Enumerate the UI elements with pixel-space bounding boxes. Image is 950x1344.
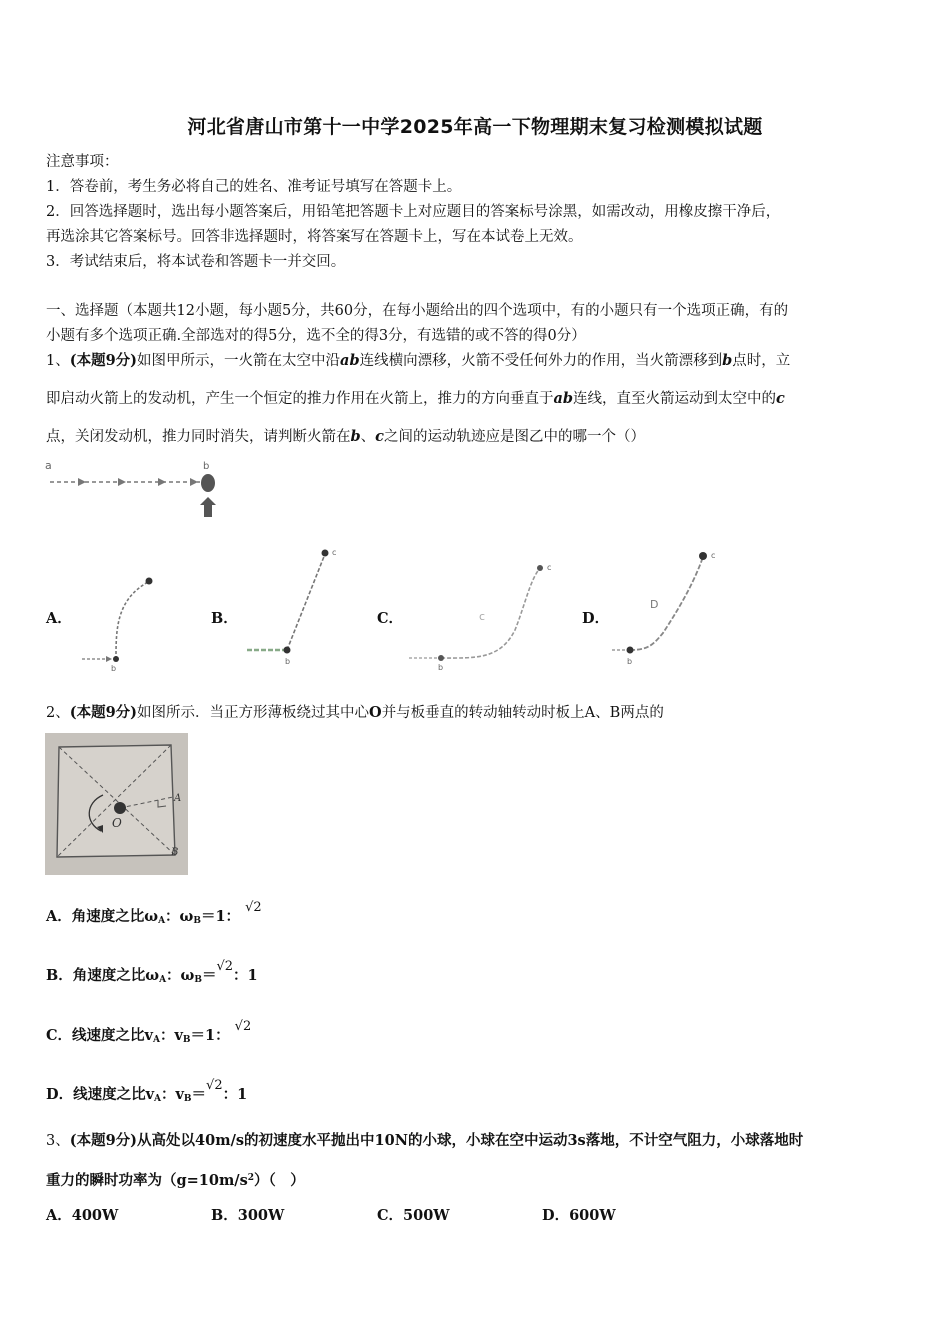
- label-a: a: [45, 459, 52, 472]
- label-b: b: [438, 663, 444, 672]
- option-text: ：v: [160, 1086, 184, 1103]
- subscript: B: [182, 1035, 191, 1045]
- q2-o: O: [369, 704, 382, 721]
- trajectory: [441, 568, 540, 658]
- label-c: c: [711, 551, 716, 560]
- option-text: ＝1：: [190, 1027, 230, 1044]
- point-b: [113, 656, 119, 662]
- subscript: B: [183, 1094, 192, 1104]
- q1-b: b: [350, 428, 361, 445]
- q3-points: (本题9分): [69, 1132, 138, 1149]
- subscript: A: [154, 1094, 161, 1104]
- center-o: [114, 802, 126, 814]
- notice-item-2-cont: 再选涂其它答案标号。回答非选择题时，将答案写在答题卡上，写在本试卷上无效。: [46, 229, 583, 245]
- sqrt2: √2: [234, 1019, 252, 1034]
- q1-option-a[interactable]: A．: [46, 610, 72, 627]
- option-text: ＝1：: [200, 908, 241, 925]
- q1-option-c-figure: [405, 560, 555, 670]
- label-b: B: [171, 847, 179, 858]
- curve-label: D: [650, 598, 659, 611]
- thrust-arrow-icon: [200, 497, 216, 517]
- q2-option-c[interactable]: [46, 1019, 252, 1050]
- q3-option-c[interactable]: C．500W: [377, 1207, 450, 1224]
- q1-figure-drift: [40, 455, 240, 525]
- option-text: ：ω: [166, 967, 195, 984]
- q1-line1: [46, 351, 790, 371]
- q2-option-a[interactable]: [46, 900, 262, 931]
- option-text: ：1: [222, 1086, 248, 1103]
- point-c: [322, 550, 329, 557]
- notice-item-2: 2．回答选择题时，选出每小题答案后，用铅笔把答题卡上对应题目的答案标号涂黑，如需改动，用橡皮擦干净后，: [46, 204, 781, 220]
- q1-text: 点时，立: [732, 353, 791, 369]
- q1-option-d[interactable]: D．: [582, 610, 610, 627]
- q1-text: 即启动火箭上的发动机，产生一个恒定的推力作用在火箭上，推力的方向垂直于: [46, 391, 554, 407]
- option-text: ＝: [201, 967, 217, 984]
- q1-b: b: [722, 352, 733, 369]
- q1-c: c: [375, 428, 384, 445]
- label-c: c: [547, 563, 552, 572]
- label-o: O: [112, 816, 122, 830]
- curve-label: c: [479, 610, 486, 623]
- option-text: A．角速度之比ω: [46, 908, 159, 925]
- q1-ab: ab: [340, 352, 360, 369]
- q1-line2: [46, 389, 785, 409]
- q2-stem: [46, 703, 664, 723]
- q3-line2: [46, 1168, 305, 1191]
- sqrt2: √2: [216, 959, 234, 974]
- q3-option-d[interactable]: D．600W: [542, 1207, 616, 1224]
- q2-points: (本题9分): [69, 704, 138, 721]
- label-c: c: [332, 548, 337, 557]
- q1-text: 连线横向漂移，火箭不受任何外力的作用，当火箭漂移到: [359, 353, 723, 369]
- option-text: ：ω: [165, 908, 194, 925]
- notice-item-3: 3．考试结束后，将本试卷和答题卡一并交回。: [46, 254, 346, 270]
- q1-text: 连线，直至火箭运动到太空中的: [573, 391, 777, 407]
- q1-option-a-figure: [78, 570, 168, 675]
- sqrt2: √2: [206, 1078, 223, 1093]
- trajectory: [287, 554, 325, 650]
- option-text: ：v: [159, 1027, 183, 1044]
- q1-text: 如图甲所示，一火箭在太空中沿: [137, 353, 341, 369]
- q3-option-b[interactable]: B．300W: [211, 1207, 285, 1224]
- page-title: 河北省唐山市第十一中学2025年高一下物理期末复习检测模拟试题: [187, 116, 763, 138]
- label-b: b: [111, 664, 117, 673]
- section-heading-line2: 小题有多个选项正确.全部选对的得5分，选不全的得3分，有选错的或不答的得0分）: [46, 328, 586, 344]
- q2-text: 如图所示．当正方形薄板绕过其中心: [137, 705, 370, 721]
- q1-line3: [46, 427, 645, 447]
- option-text: D．线速度之比v: [46, 1086, 154, 1103]
- q1-text: 、: [360, 429, 376, 445]
- point-b: [627, 647, 634, 654]
- q3-text: 重力的瞬时功率为（g=10m/s: [46, 1172, 248, 1189]
- option-text: ＝: [191, 1086, 207, 1103]
- subscript: A: [152, 1035, 160, 1045]
- option-text: C．线速度之比v: [46, 1027, 153, 1044]
- q2-text: 并与板垂直的转动轴转动时板上A、B两点的: [381, 705, 664, 721]
- subscript: A: [158, 916, 166, 926]
- q2-option-b[interactable]: [46, 959, 258, 990]
- q3-option-a[interactable]: A．400W: [46, 1207, 119, 1224]
- point-b: [284, 647, 291, 654]
- subscript: B: [194, 975, 202, 985]
- q3-text: ）（ ）: [254, 1172, 305, 1189]
- trajectory: [116, 582, 148, 659]
- q1-text: 之间的运动轨迹应是图乙中的哪一个（）: [383, 429, 645, 445]
- subscript: B: [193, 916, 201, 926]
- point-c: [537, 565, 543, 571]
- label-b: b: [627, 657, 633, 666]
- point-c: [146, 578, 153, 585]
- point-b: [438, 655, 444, 661]
- rocket-icon: [201, 474, 215, 492]
- subscript: A: [159, 975, 167, 985]
- trajectory: [630, 557, 703, 650]
- q1-option-d-figure: [608, 545, 748, 670]
- notice-heading: 注意事项：: [46, 154, 119, 170]
- option-text: ：1: [233, 967, 258, 984]
- q1-option-b-figure: [245, 542, 355, 672]
- q3-number: 3、: [46, 1133, 70, 1149]
- option-text: B．角速度之比ω: [46, 967, 160, 984]
- q1-number: 1、: [46, 353, 70, 369]
- q1-points: (本题9分): [69, 352, 138, 369]
- label-b: b: [285, 657, 291, 666]
- q1-ab: ab: [553, 390, 574, 407]
- superscript: 2: [247, 1173, 255, 1183]
- q1-c: c: [776, 390, 785, 407]
- q2-figure-square-plate: [45, 733, 188, 875]
- q1-text: 点，关闭发动机，推力同时消失，请判断火箭在: [46, 429, 351, 445]
- q1-option-b[interactable]: B．: [211, 610, 238, 627]
- section-heading-line1: 一、选择题（本题共12小题，每小题5分，共60分，在每小题给出的四个选项中，有的小题只有一个选项正确，有的: [46, 303, 789, 319]
- label-b: b: [203, 461, 210, 472]
- notice-item-1: 1．答卷前，考生务必将自己的姓名、准考证号填写在答题卡上。: [46, 179, 462, 195]
- point-c: [699, 552, 707, 560]
- q2-option-d[interactable]: [46, 1078, 248, 1109]
- q1-option-c[interactable]: C．: [377, 610, 404, 627]
- label-a: A: [174, 793, 182, 804]
- arrow-icon: [106, 656, 112, 662]
- sqrt2: √2: [245, 900, 262, 915]
- q3-line1: [46, 1131, 803, 1151]
- q3-text: 从高处以40m/s的初速度水平抛出中10N的小球，小球在空中运动3s落地，不计空气阻力，小球落地时: [137, 1132, 804, 1149]
- q2-number: 2、: [46, 705, 70, 721]
